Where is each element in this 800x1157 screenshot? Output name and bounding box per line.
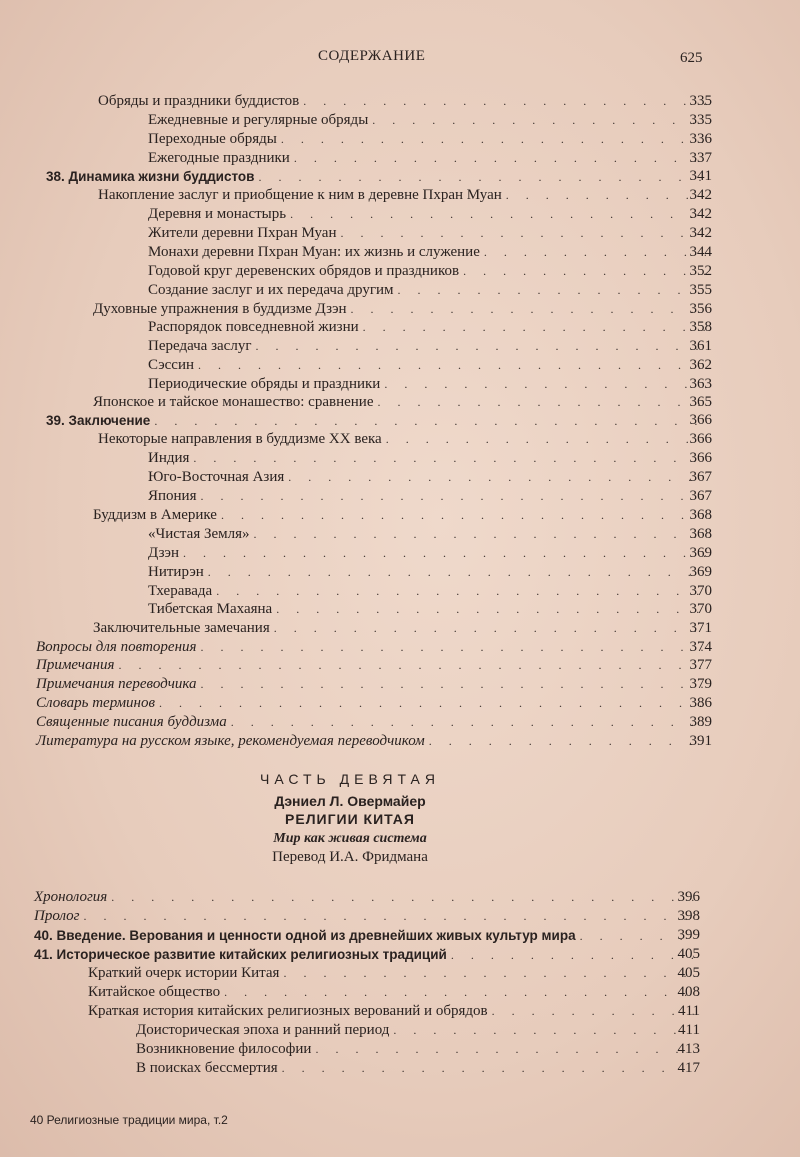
- toc-entry: Годовой круг деревенских обрядов и праздников . . . 352: [148, 262, 710, 281]
- toc-entry: Заключительные замечания . . . 371: [93, 619, 710, 638]
- toc-entry: Хронология . . . 396: [34, 888, 698, 907]
- toc-entry: Возникновение философии . . . 413: [136, 1040, 698, 1059]
- toc-entry: Краткая история китайских религиозных верований и обрядов . . . 411: [88, 1002, 698, 1021]
- toc-entry: Ежегодные праздники . . . 337: [148, 149, 710, 168]
- part-heading: ЧАСТЬ ДЕВЯТАЯ: [260, 771, 440, 787]
- toc-entry: Словарь терминов . . . 386: [36, 694, 710, 713]
- page-footer: 40 Религиозные традиции мира, т.2: [30, 1113, 228, 1127]
- toc-chapter: 41. Историческое развитие китайских религиозных традиций . . . 405: [34, 945, 698, 964]
- toc-entry: Накопление заслуг и приобщение к ним в деревне Пхран Муан . . . 342: [98, 186, 710, 205]
- toc-entry: Переходные обряды . . . 336: [148, 130, 710, 149]
- toc-entry: Обряды и праздники буддистов . . . 335: [98, 92, 710, 111]
- toc-entry: Примечания . . . 377: [36, 656, 710, 675]
- toc-entry: Деревня и монастырь . . . 342: [148, 205, 710, 224]
- toc-entry: Литература на русском языке, рекомендуемая переводчиком . . . 391: [36, 732, 710, 751]
- toc-entry: Духовные упражнения в буддизме Дзэн . . . 356: [93, 300, 710, 319]
- page-number: 625: [680, 50, 703, 66]
- toc-entry: Доисторическая эпоха и ранний период . . . 411: [136, 1021, 698, 1040]
- toc-entry: Буддизм в Америке . . . 368: [93, 506, 710, 525]
- toc-chapter: 40. Введение. Верования и ценности одной из древнейших живых культур мира . . . 399: [34, 926, 698, 945]
- toc-entry: Тибетская Махаяна . . . 370: [148, 600, 710, 619]
- part-author: Дэниел Л. Овермайер: [274, 793, 426, 809]
- toc-entry: Дзэн . . . 369: [148, 544, 710, 563]
- toc-entry: Периодические обряды и праздники . . . 363: [148, 375, 710, 394]
- toc-entry: Примечания переводчика . . . 379: [36, 675, 710, 694]
- toc-entry: В поисках бессмертия . . . 417: [136, 1059, 698, 1078]
- part-translator: Перевод И.А. Фридмана: [272, 849, 428, 865]
- toc-entry: Монахи деревни Пхран Муан: их жизнь и служение . . . 344: [148, 243, 710, 262]
- toc-entry: Священные писания буддизма . . . 389: [36, 713, 710, 732]
- toc-entry: «Чистая Земля» . . . 368: [148, 525, 710, 544]
- toc-chapter: 38. Динамика жизни буддистов . . . 341: [46, 167, 710, 186]
- toc-entry: Китайское общество . . . 408: [88, 983, 698, 1002]
- toc-entry: Вопросы для повторения . . . 374: [36, 638, 710, 657]
- toc-entry: Некоторые направления в буддизме XX века . . . 366: [98, 430, 710, 449]
- toc-entry: Пролог . . . 398: [34, 907, 698, 926]
- toc-entry: Краткий очерк истории Китая . . . 405: [88, 964, 698, 983]
- toc-entry: Жители деревни Пхран Муан . . . 342: [148, 224, 710, 243]
- part-subtitle: Мир как живая система: [273, 831, 427, 846]
- toc-entry: Нитирэн . . . 369: [148, 563, 710, 582]
- toc-entry: Тхеравада . . . 370: [148, 582, 710, 601]
- toc-entry: Сэссин . . . 362: [148, 356, 710, 375]
- toc-entry: Япония . . . 367: [148, 487, 710, 506]
- toc-entry: Юго-Восточная Азия . . . 367: [148, 468, 710, 487]
- toc-entry: Японское и тайское монашество: сравнение . . . 365: [93, 393, 710, 412]
- toc-entry: Ежедневные и регулярные обряды . . . 335: [148, 111, 710, 130]
- toc-chapter: 39. Заключение . . . 366: [46, 411, 710, 430]
- toc-entry: Индия . . . 366: [148, 449, 710, 468]
- running-head: СОДЕРЖАНИЕ: [318, 48, 426, 64]
- part-title: РЕЛИГИИ КИТАЯ: [285, 811, 415, 827]
- toc-entry: Передача заслуг . . . 361: [148, 337, 710, 356]
- toc-entry: Распорядок повседневной жизни . . . 358: [148, 318, 710, 337]
- toc-entry: Создание заслуг и их передача другим . . . 355: [148, 281, 710, 300]
